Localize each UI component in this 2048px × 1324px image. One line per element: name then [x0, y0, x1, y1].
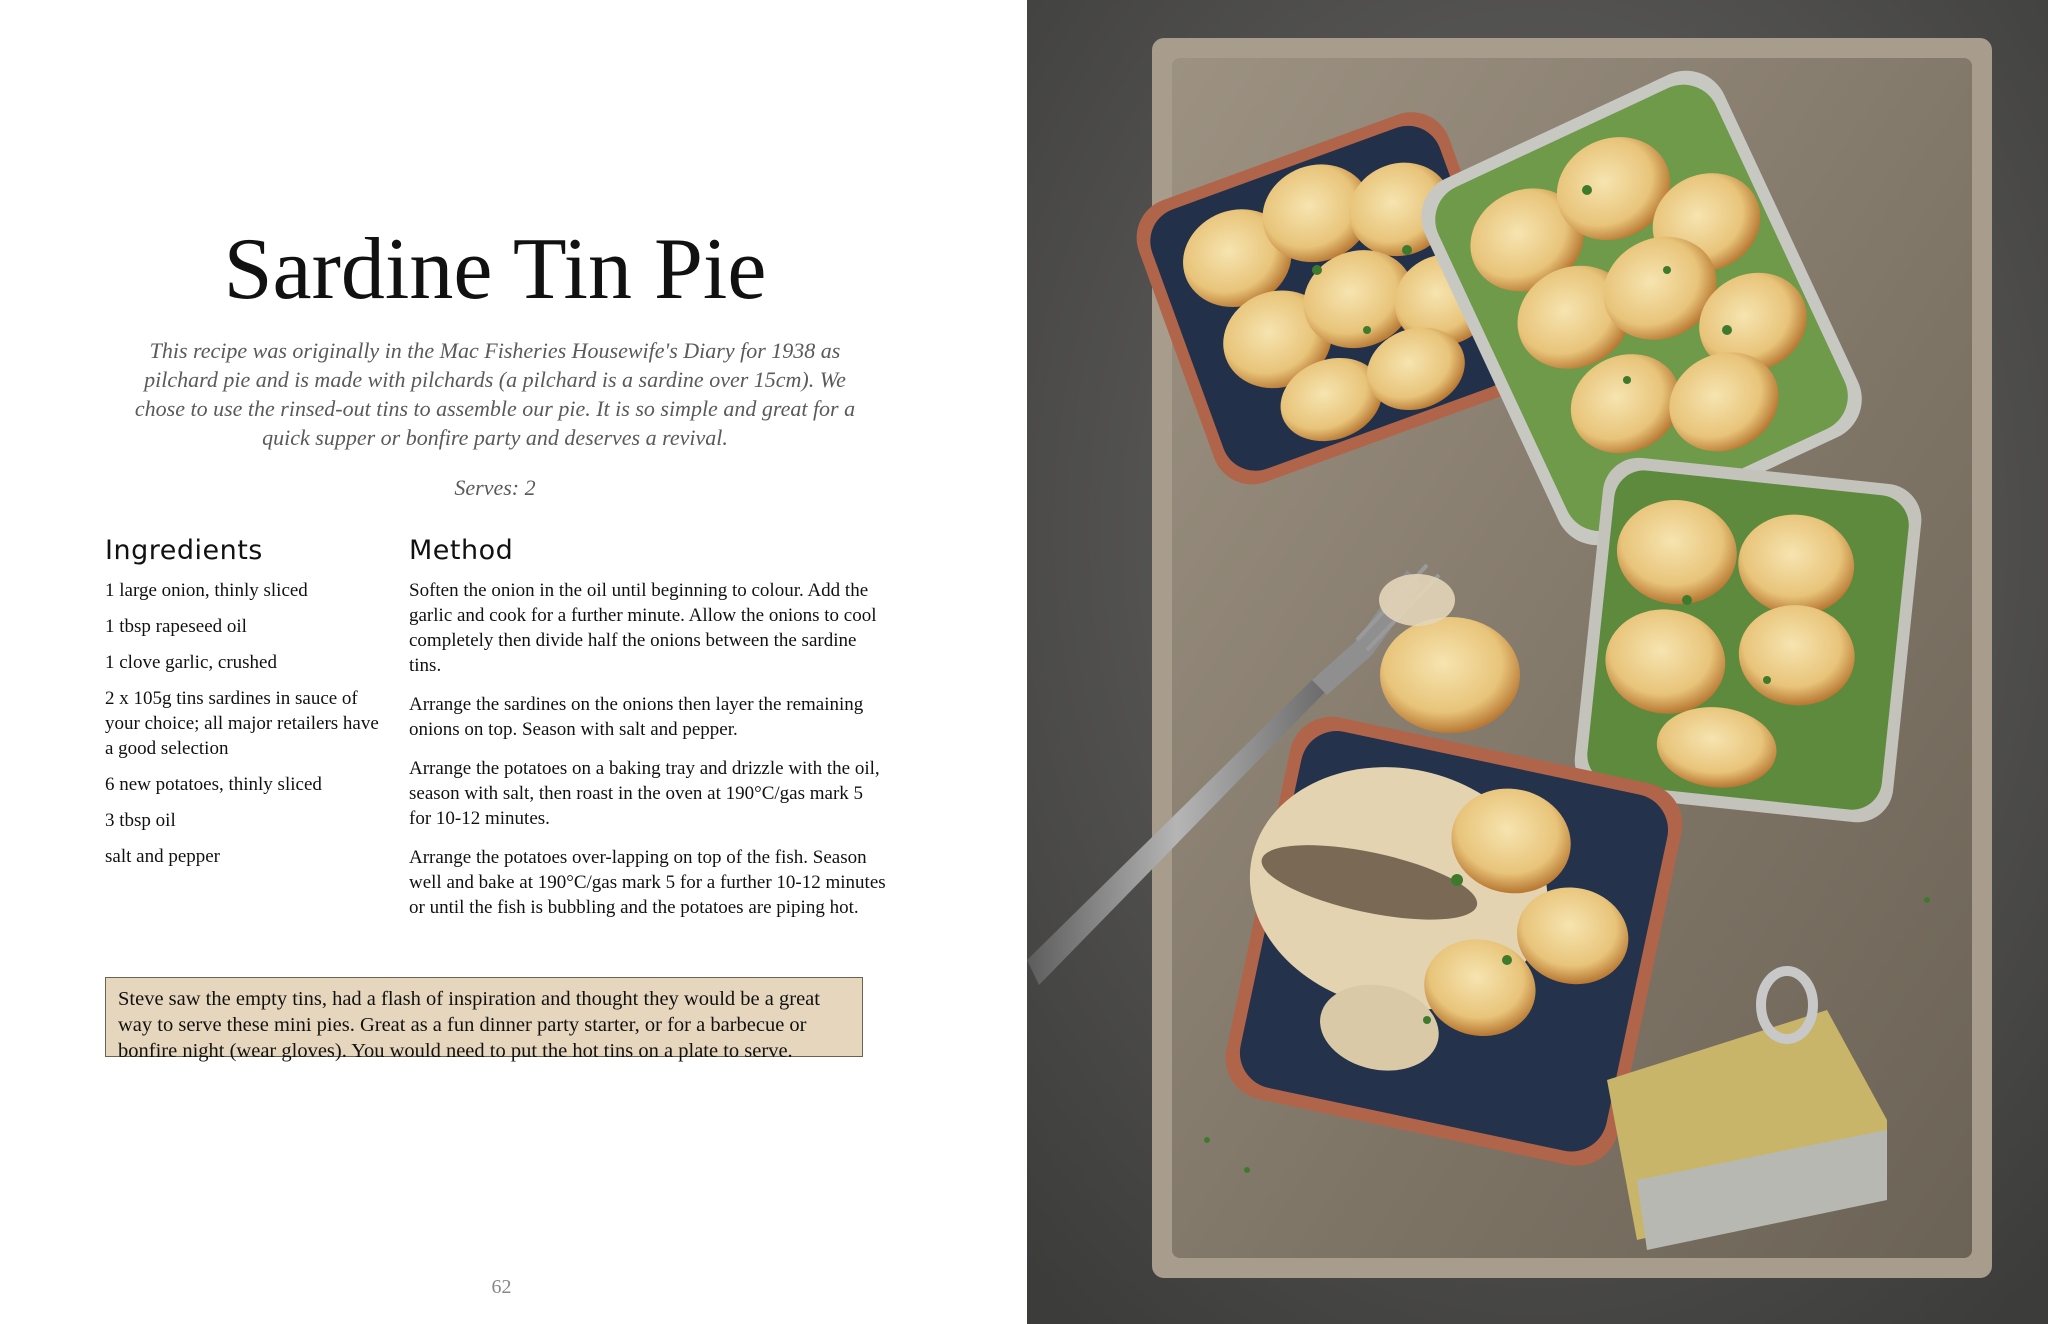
ingredient-item: 1 large onion, thinly sliced: [105, 580, 308, 601]
recipe-photo: [1027, 0, 2048, 1324]
ingredient-item: 1 tbsp rapeseed oil: [105, 616, 247, 637]
method-step: Arrange the potatoes on a baking tray and drizzle with the oil, season with salt, then roast in the oven at 190°C/gas mark 5 for 10-12 minutes.: [409, 758, 880, 829]
ingredient-item: salt and pepper: [105, 846, 221, 867]
method-step: Arrange the potatoes over-lapping on top of the fish. Season well and bake at 190°C/gas mark 5 for a further 10-12 minutes or until the fish is bubbling and the potatoes are piping hot.: [409, 847, 886, 918]
serves-info: Serves: 2: [454, 475, 536, 500]
ingredient-item: 6 new potatoes, thinly sliced: [105, 774, 322, 795]
method-step: Soften the onion in the oil until beginning to colour. Add the garlic and cook for a further minute. Allow the onions to cool completely then divide half the onions between the sardine tins.: [409, 580, 877, 676]
method-steps: [409, 578, 889, 934]
ingredient-item: 1 clove garlic, crushed: [105, 652, 277, 673]
sardine-tin-middle-right: [1571, 454, 1925, 826]
ingredient-item: 3 tbsp oil: [105, 810, 176, 831]
method-step: Arrange the sardines on the onions then layer the remaining onions on top. Season with salt and pepper.: [409, 694, 864, 740]
tip-box: Steve saw the empty tins, had a flash of inspiration and thought they would be a great way to serve these mini pies. Great as a fun dinner party starter, or for a barbecue or bonfire night (wear gloves). You would need to put the hot tins on a plate to serve.: [105, 977, 863, 1057]
onion-piece: [1379, 574, 1455, 626]
page-number: 62: [491, 1276, 512, 1298]
recipe-title: Sardine Tin Pie: [223, 221, 767, 318]
potato-slice: [1380, 617, 1520, 733]
ingredient-item: 2 x 105g tins sardines in sauce of your choice; all major retailers have a good selection: [105, 688, 379, 759]
ingredients-heading: Ingredients: [105, 535, 263, 566]
ingredients-list: [105, 578, 385, 880]
method-heading: Method: [409, 535, 514, 566]
recipe-intro: This recipe was originally in the Mac Fisheries Housewife's Diary for 1938 as pilchard pie and is made with pilchards (a pilchard is a sardine over 15cm). We chose to use the rinsed-out tins to assemble our pie. It is so simple and great for a quick supper or bonfire party and deserves a revival.: [134, 338, 856, 450]
